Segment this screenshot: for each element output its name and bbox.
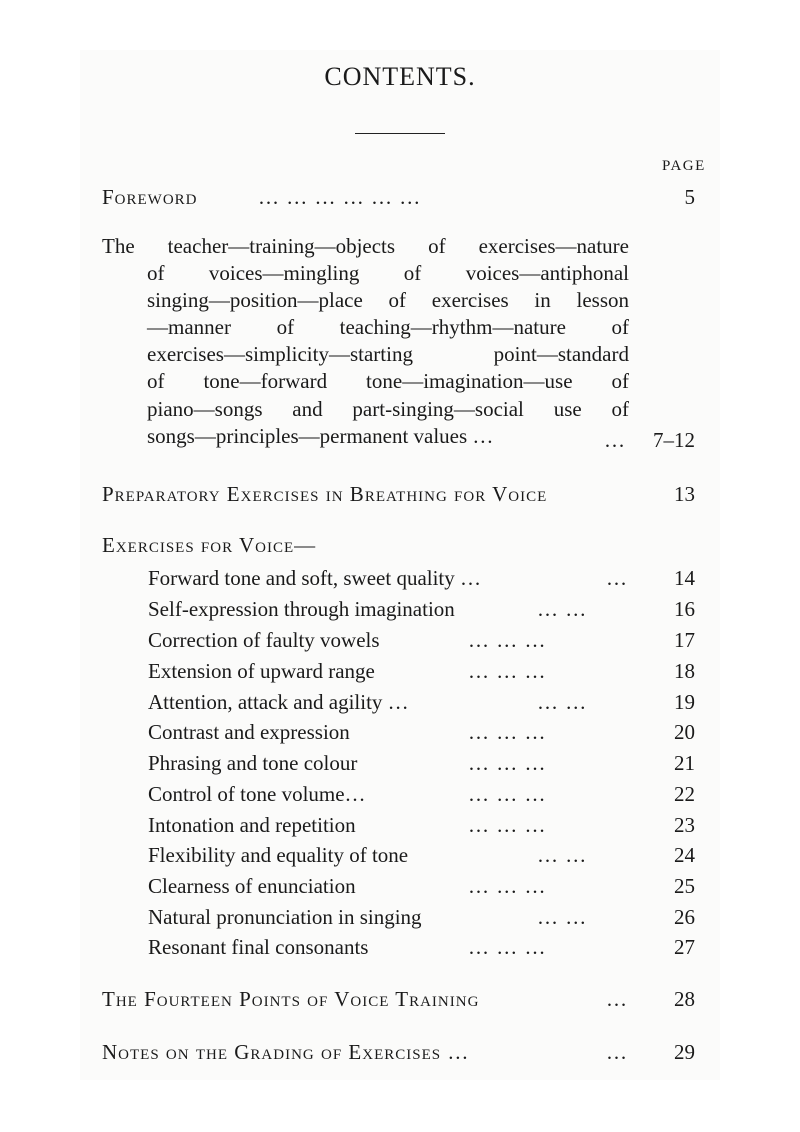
toc-entry-label: Foreword	[102, 185, 198, 209]
title-rule	[355, 133, 445, 134]
intro-line: songs—principles—permanent values …	[147, 423, 494, 448]
toc-entry-page: 22	[674, 782, 695, 806]
leader-dots: …	[606, 1040, 628, 1064]
toc-entry-page: 24	[674, 843, 695, 867]
toc-entry-exercise[interactable]	[0, 840, 800, 870]
toc-entry-page: 5	[684, 185, 695, 209]
section-heading-label: Exercises for Voice—	[102, 533, 317, 557]
toc-entry-page: 23	[674, 813, 695, 837]
toc-entry-exercise[interactable]	[0, 810, 800, 840]
toc-entry-page: 29	[674, 1040, 695, 1064]
toc-entry-label: The Fourteen Points of Voice Training	[102, 987, 480, 1011]
intro-line: The teacher—training—objects of exercises—nature	[102, 234, 629, 258]
toc-entry-exercise[interactable]	[0, 779, 800, 809]
toc-entry-exercise[interactable]	[0, 656, 800, 686]
toc-entry-page: 16	[674, 597, 695, 621]
toc-entry-label: Correction of faulty vowels	[148, 628, 380, 652]
page-column-header: PAGE	[662, 158, 706, 174]
leader-dots: … … …	[468, 720, 547, 744]
leader-dots: … … … … … …	[258, 185, 422, 209]
leader-dots: … …	[537, 905, 588, 929]
leader-dots: …	[606, 566, 628, 590]
toc-entry-page: 25	[674, 874, 695, 898]
toc-entry-label: Clearness of enunciation	[148, 874, 356, 898]
leader-dots: … … …	[468, 935, 547, 959]
intro-line: of tone—forward tone—imagination—use of	[147, 369, 629, 394]
toc-entry-page: 19	[674, 690, 695, 714]
leader-dots: … …	[537, 690, 588, 714]
toc-entry-preparatory[interactable]	[0, 479, 800, 509]
leader-dots: … …	[537, 843, 588, 867]
toc-entry-label: Natural pronunciation in singing	[148, 905, 422, 929]
toc-entry-label: Intonation and repetition	[148, 813, 356, 837]
toc-entry-exercise[interactable]	[0, 932, 800, 962]
leader-dots: …	[606, 987, 628, 1011]
toc-entry-label: Control of tone volume…	[148, 782, 366, 806]
leader-dots: … … …	[468, 874, 547, 898]
toc-entry-label: Extension of upward range	[148, 659, 375, 683]
toc-entry-intro-pages[interactable]	[0, 425, 800, 455]
leader-dots: … … …	[468, 659, 547, 683]
leader-dots: … … …	[468, 628, 547, 652]
intro-line: piano—songs and part-singing—social use of	[147, 396, 629, 421]
toc-entry-page: 7–12	[653, 428, 695, 452]
toc-entry-exercise[interactable]	[0, 717, 800, 747]
toc-entry-exercise[interactable]	[0, 625, 800, 655]
toc-entry-page: 26	[674, 905, 695, 929]
toc-entry-exercise[interactable]	[0, 902, 800, 932]
intro-line: —manner of teaching—rhythm—nature of	[147, 315, 629, 340]
toc-entry-fourteen-points[interactable]	[0, 984, 800, 1014]
page-title: CONTENTS.	[324, 62, 476, 91]
leader-dots: … … …	[468, 751, 547, 775]
intro-line: of voices—mingling of voices—antiphonal	[147, 261, 629, 286]
toc-entry-label: Notes on the Grading of Exercises …	[102, 1040, 470, 1064]
toc-entry-page: 20	[674, 720, 695, 744]
leader-dots: … … …	[468, 782, 547, 806]
toc-entry-exercise[interactable]	[0, 563, 800, 593]
toc-entry-label: Attention, attack and agility …	[148, 690, 409, 714]
leader-dots: … …	[537, 597, 588, 621]
toc-entry-exercise[interactable]	[0, 748, 800, 778]
toc-entry-label: Forward tone and soft, sweet quality …	[148, 566, 482, 590]
toc-entry-page: 18	[674, 659, 695, 683]
toc-entry-label: Resonant final consonants	[148, 935, 369, 959]
toc-entry-label: Flexibility and equality of tone	[148, 843, 409, 867]
toc-entry-label: Contrast and expression	[148, 720, 350, 744]
toc-entry-foreword[interactable]	[0, 182, 800, 212]
toc-entry-page: 14	[674, 566, 695, 590]
toc-entry-page: 27	[674, 935, 695, 959]
toc-entry-exercise[interactable]	[0, 594, 800, 624]
toc-entry-page: 28	[674, 987, 695, 1011]
intro-paragraph	[102, 233, 629, 450]
toc-entry-page: 13	[674, 482, 695, 506]
toc-entry-page: 21	[674, 751, 695, 775]
toc-entry-exercise[interactable]	[0, 871, 800, 901]
toc-section-heading	[0, 530, 800, 560]
toc-entry-label: Preparatory Exercises in Breathing for Voice	[102, 482, 548, 506]
intro-line: singing—position—place of exercises in lesson	[147, 288, 629, 313]
toc-entry-label: Self-expression through imagination	[148, 597, 455, 621]
toc-entry-page: 17	[674, 628, 695, 652]
intro-line: exercises—simplicity—starting point—standard	[147, 342, 629, 367]
leader-dots: … … …	[468, 813, 547, 837]
leader-dots: …	[604, 428, 626, 452]
toc-entry-grading-notes[interactable]	[0, 1037, 800, 1067]
toc-entry-label: Phrasing and tone colour	[148, 751, 358, 775]
toc-entry-exercise[interactable]	[0, 687, 800, 717]
